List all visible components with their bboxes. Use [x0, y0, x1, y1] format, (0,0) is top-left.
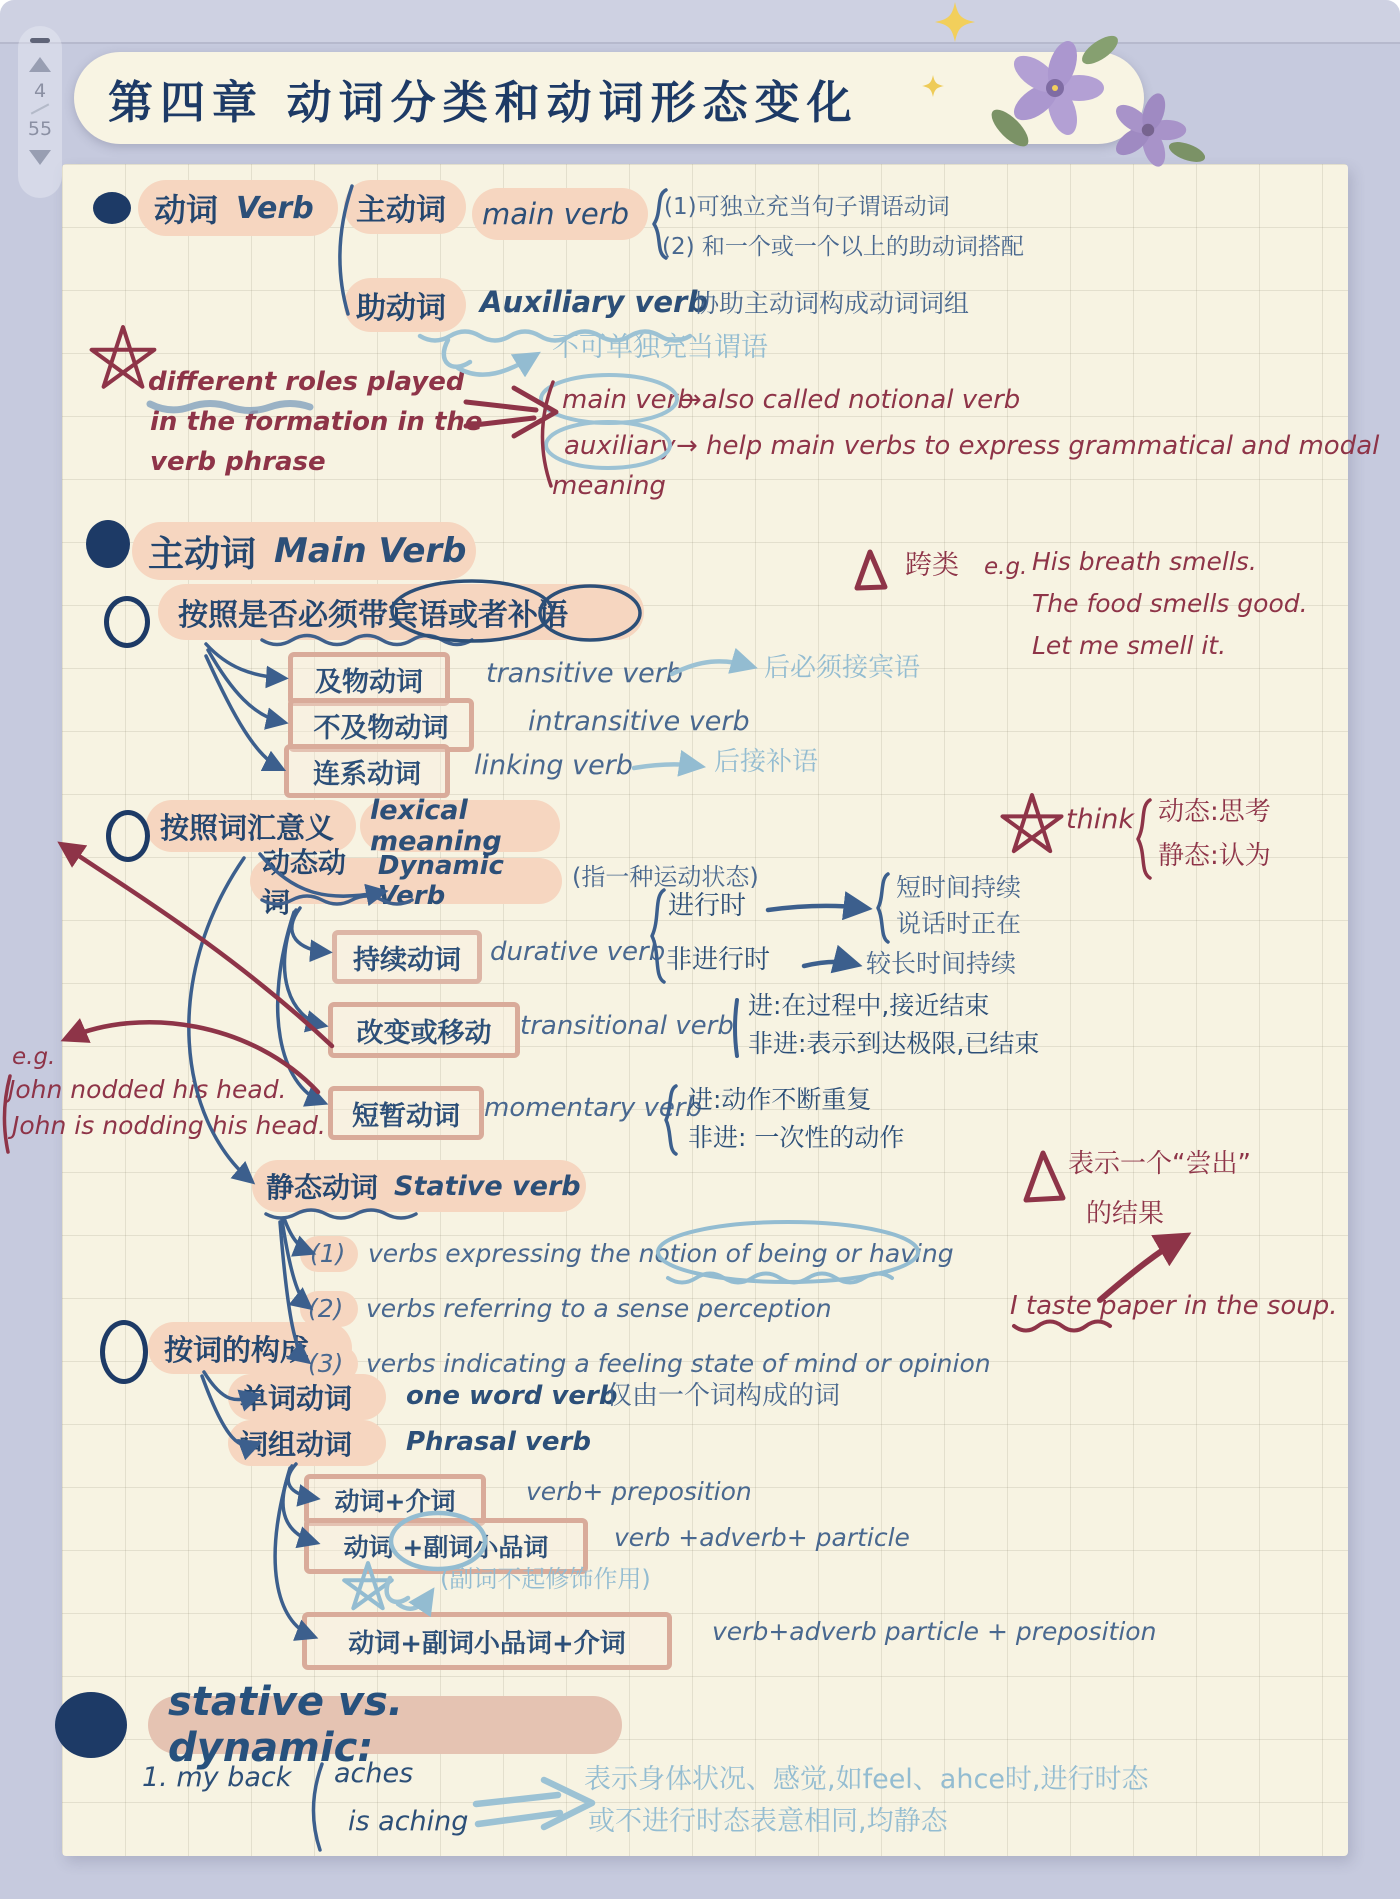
stative-cn: 静态动词 — [266, 1171, 379, 1204]
sd-item: 1. my back — [142, 1762, 292, 1793]
verb-label-en: Verb — [236, 190, 314, 226]
roles-main-note: →also called notional verb — [680, 385, 1021, 415]
main-verb-cn-pill — [344, 180, 466, 234]
single-word-cn: 单词动词 — [240, 1382, 353, 1415]
sd-note1: 表示身体状况、感觉,如feel、ahce时,进行时态 — [584, 1764, 1149, 1795]
roles-aux-note2: meaning — [552, 471, 666, 501]
hollow-bullet-icon — [100, 1320, 148, 1384]
intransitive-cn: 不及物动词 — [313, 712, 449, 744]
intransitive-en: intransitive verb — [528, 706, 750, 737]
transitional-en: transitional verb — [520, 1011, 734, 1041]
stative-en: Stative verb — [394, 1170, 581, 1202]
eg-sentence2: John is nodding his head. — [12, 1111, 326, 1140]
progressive-note2: 说话时正在 — [896, 909, 1022, 938]
roles-main-verb: main verb — [562, 385, 694, 415]
stative-item-no: (1) — [310, 1239, 346, 1268]
stative-vs-dynamic-pill — [148, 1679, 622, 1771]
section-title-cn: 主动词 — [148, 533, 257, 575]
stative-item-text: verbs indicating a feeling state of mind or opinion — [366, 1349, 991, 1378]
crossclass-eg: e.g. — [984, 554, 1028, 580]
hollow-bullet-icon — [104, 596, 150, 648]
by-lexical-title-en: lexical meaning — [370, 795, 502, 857]
by-object-title: 按照是否必须带宾语或者补语 — [178, 598, 568, 633]
durative-cn: 持续动词 — [353, 944, 461, 976]
main-verb-note1: (1)可独立充当句子谓语动词 — [664, 194, 950, 220]
verb-preposition-en: verb+ preposition — [526, 1477, 752, 1506]
verb-adverb-prep-cn: 动词+副词小品词+介词 — [348, 1628, 626, 1659]
stative-item-no: (2) — [308, 1294, 344, 1323]
flower-icon — [1111, 91, 1186, 170]
taste-example: I taste paper in the soup. — [1010, 1291, 1338, 1321]
crossclass-example: Let me smell it. — [1032, 631, 1227, 660]
lexical-meaning-pill — [360, 795, 560, 857]
transitive-en: transitive verb — [486, 658, 684, 689]
momentary-prog: 进:动作不断重复 — [688, 1085, 872, 1114]
roles-auxiliary: auxiliary — [564, 431, 676, 461]
page-down-button[interactable] — [29, 150, 51, 165]
dynamic-note: (指一种运动状态) — [572, 863, 759, 891]
hollow-bullet-icon — [106, 810, 150, 862]
page-divider — [31, 103, 50, 114]
stative-item-text: verbs expressing the notion of being or having — [368, 1239, 954, 1268]
page-up-button[interactable] — [29, 57, 51, 72]
dynamic-en: Dynamic Verb — [377, 851, 504, 911]
adverb-note: (副词不起修饰作用) — [440, 1565, 651, 1593]
main-verb-en-pill — [472, 188, 648, 240]
aux-verb-cn-pill — [344, 278, 466, 332]
verb-pill — [138, 180, 338, 236]
crossclass-example: His breath smells. — [1032, 547, 1257, 576]
transitive-cn: 及物动词 — [315, 666, 423, 698]
single-word-en: one word verb — [406, 1381, 618, 1411]
nonprogressive-note: 较长时间持续 — [866, 949, 1017, 978]
aux-sub-note: 不可单独充当谓语 — [552, 332, 768, 363]
stative-vs-dynamic-title: stative vs. dynamic: — [168, 1679, 403, 1771]
page-title: 第四章 动词分类和动词形态变化 — [108, 75, 859, 129]
phrasal-en: Phrasal verb — [406, 1427, 591, 1457]
dynamic-cn: 动态动词 — [262, 846, 347, 919]
bullet-icon — [55, 1692, 127, 1758]
aux-verb-cn: 助动词 — [356, 291, 446, 326]
single-word-pill — [228, 1374, 386, 1420]
transitional-cn: 改变或移动 — [356, 1017, 492, 1049]
sparkle-icon — [935, 2, 975, 42]
roles-line3: verb phrase — [150, 447, 326, 477]
sd-option1: aches — [334, 1758, 414, 1789]
aux-verb-en: Auxiliary verb — [480, 285, 709, 319]
stative-item-no: (3) — [308, 1349, 344, 1378]
single-word-note: 仅由一个词构成的词 — [606, 1381, 841, 1411]
page-current: 4 — [33, 80, 47, 102]
momentary-box — [328, 1086, 484, 1140]
main-verb-en: main verb — [482, 197, 630, 231]
momentary-nonprog: 非进: 一次性的动作 — [688, 1123, 905, 1152]
main-verb-cn: 主动词 — [356, 193, 446, 228]
leaf-icon — [1166, 138, 1205, 166]
transitional-nonprog: 非进:表示到达极限,已结束 — [748, 1029, 1040, 1058]
transitional-box — [328, 1002, 520, 1058]
aux-verb-note: 协助主动词构成动词词组 — [694, 289, 970, 318]
taste-note2: 的结果 — [1086, 1199, 1165, 1229]
verb-adverb-prep-en: verb+adverb particle + preposition — [712, 1617, 1157, 1646]
nonprogressive-label: 非进行时 — [666, 945, 771, 975]
sparkle-icon — [922, 75, 944, 97]
progressive-label: 进行时 — [668, 891, 747, 921]
verb-adverb-en: verb +adverb+ particle — [614, 1523, 910, 1552]
think-stative: 静态:认为 — [1158, 841, 1271, 871]
crossclass-example: The food smells good. — [1032, 589, 1308, 618]
progressive-note1: 短时间持续 — [896, 873, 1022, 902]
linking-en: linking verb — [474, 750, 633, 781]
drag-handle-icon — [30, 38, 50, 43]
durative-en: durative verb — [490, 937, 666, 967]
verb-adverb-prep-box — [302, 1612, 672, 1670]
phrasal-cn: 词组动词 — [240, 1428, 353, 1461]
stative-item-text: verbs referring to a sense perception — [366, 1294, 832, 1323]
page-indicator — [18, 26, 62, 198]
sd-option2: is aching — [348, 1806, 469, 1837]
durative-box — [332, 930, 482, 984]
transitive-note: 后必须接宾语 — [764, 653, 921, 683]
eg-label: e.g. — [12, 1044, 56, 1070]
dynamic-verb-pill — [250, 846, 562, 919]
taste-note1: 表示一个“尝出” — [1068, 1149, 1251, 1179]
roles-line1: different roles played — [148, 367, 465, 397]
think-word: think — [1066, 804, 1134, 835]
verb-preposition-cn: 动词+介词 — [334, 1487, 456, 1516]
phrasal-pill — [228, 1420, 386, 1466]
bullet-icon — [93, 192, 131, 224]
verb-adverb-cn: 动词 +副词小品词 — [343, 1533, 549, 1562]
verb-label-cn: 动词 — [154, 191, 219, 229]
by-object-title-pill — [158, 584, 644, 640]
transitional-prog: 进:在过程中,接近结束 — [748, 991, 990, 1020]
sd-note2: 或不进行时态表意相同,均静态 — [588, 1806, 948, 1837]
leaf-icon — [1078, 31, 1123, 70]
stative-verb-pill — [252, 1160, 586, 1212]
section-title-en: Main Verb — [274, 531, 467, 571]
main-verb-section-pill — [132, 522, 476, 580]
page-total: 55 — [27, 118, 53, 140]
by-lexical-title-cn: 按照词汇意义 — [160, 810, 335, 845]
crossclass-label: 跨类 — [905, 550, 959, 581]
linking-box — [284, 744, 450, 798]
flower-decoration — [905, 0, 1205, 178]
main-verb-note2: (2) 和一个或一个以上的助动词搭配 — [662, 234, 1024, 260]
linking-note: 后接补语 — [714, 747, 819, 777]
bullet-icon — [86, 520, 130, 568]
momentary-en: momentary verb — [484, 1093, 703, 1123]
eg-sentence1: John nodded his head. — [8, 1075, 287, 1104]
roles-line2: in the formation in the — [150, 407, 483, 437]
by-form-title: 按词的构成 — [164, 1332, 310, 1367]
think-dynamic: 动态:思考 — [1158, 797, 1271, 827]
linking-cn: 连系动词 — [313, 758, 421, 790]
roles-aux-note: → help main verbs to express grammatical and modal — [676, 431, 1380, 461]
momentary-cn: 短暂动词 — [352, 1100, 460, 1132]
